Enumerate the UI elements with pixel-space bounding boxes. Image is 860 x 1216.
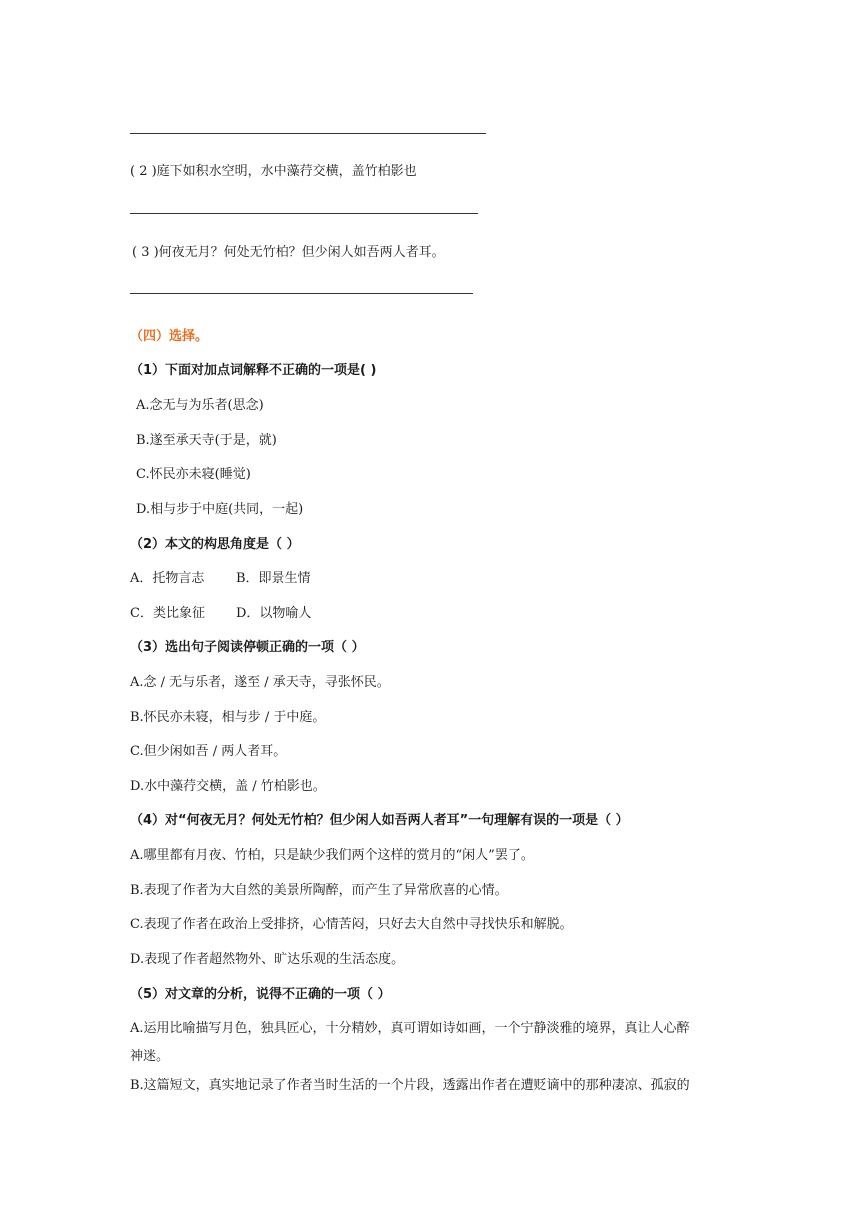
answer-line-2 bbox=[130, 213, 478, 214]
question-5-option-a-line-2: 神迷。 bbox=[130, 1049, 170, 1064]
question-3-option-b: B.怀民亦未寝，相与步 / 于中庭。 bbox=[130, 710, 326, 725]
answer-line-1 bbox=[130, 133, 486, 134]
section-heading: （四）选择。 bbox=[130, 329, 209, 344]
question-1-option-d: D.相与步于中庭(共同，一起) bbox=[136, 502, 304, 517]
question-4-stem: （4）对“何夜无月？何处无竹柏？但少闲人如吾两人者耳”一句理解有误的一项是（ ） bbox=[130, 813, 629, 828]
question-3-option-d: D.水中藻荇交横，盖 / 竹柏影也。 bbox=[130, 779, 326, 794]
question-4-option-d: D.表现了作者超然物外、旷达乐观的生活态度。 bbox=[130, 952, 405, 967]
question-2-option-d: D．以物喻人 bbox=[236, 606, 312, 621]
question-4-option-c: C.表现了作者在政治上受排挤，心情苦闷，只好去大自然中寻找快乐和解脱。 bbox=[130, 917, 573, 932]
question-4-option-b: B.表现了作者为大自然的美景所陶醉，而产生了异常欣喜的心情。 bbox=[130, 883, 508, 898]
question-3-option-a: A.念 / 无与乐者，遂至 / 承天寺，寻张怀民。 bbox=[130, 675, 390, 690]
translation-item-2: ( 2 )庭下如积水空明，水中藻荇交横，盖竹柏影也 bbox=[130, 164, 417, 179]
question-3-option-c: C.但少闲如吾 / 两人者耳。 bbox=[130, 744, 287, 759]
question-1-option-a: A.念无与为乐者(思念) bbox=[136, 398, 264, 413]
question-1-stem: （1）下面对加点词解释不正确的一项是( ) bbox=[130, 363, 377, 378]
question-2-stem: （2）本文的构思角度是（ ） bbox=[130, 537, 300, 552]
question-4-option-a: A.哪里都有月夜、竹柏，只是缺少我们两个这样的赏月的“闲人”罢了。 bbox=[130, 848, 534, 863]
question-5-option-b-line-1: B.这篇短文，真实地记录了作者当时生活的一个片段，透露出作者在遭贬谪中的那种凄凉、孤寂的 bbox=[130, 1078, 690, 1093]
translation-item-3: ( 3 )何夜无月？何处无竹柏？但少闲人如吾两人者耳。 bbox=[132, 245, 445, 260]
question-2-option-b: B．即景生情 bbox=[236, 571, 311, 586]
question-2-option-a: A．托物言志 bbox=[130, 571, 205, 586]
question-2-option-c: C．类比象征 bbox=[130, 606, 205, 621]
question-1-option-b: B.遂至承天寺(于是，就) bbox=[136, 433, 277, 448]
question-5-option-a-line-1: A.运用比喻描写月色，独具匠心，十分精妙，真可谓如诗如画，一个宁静淡雅的境界，真让人心醉 bbox=[130, 1021, 690, 1036]
question-1-option-c: C.怀民亦未寝(睡觉) bbox=[136, 467, 251, 482]
question-5-stem: （5）对文章的分析，说得不正确的一项（ ） bbox=[130, 987, 391, 1002]
question-3-stem: （3）选出句子阅读停顿正确的一项（ ） bbox=[130, 640, 365, 655]
answer-line-3 bbox=[130, 293, 473, 294]
